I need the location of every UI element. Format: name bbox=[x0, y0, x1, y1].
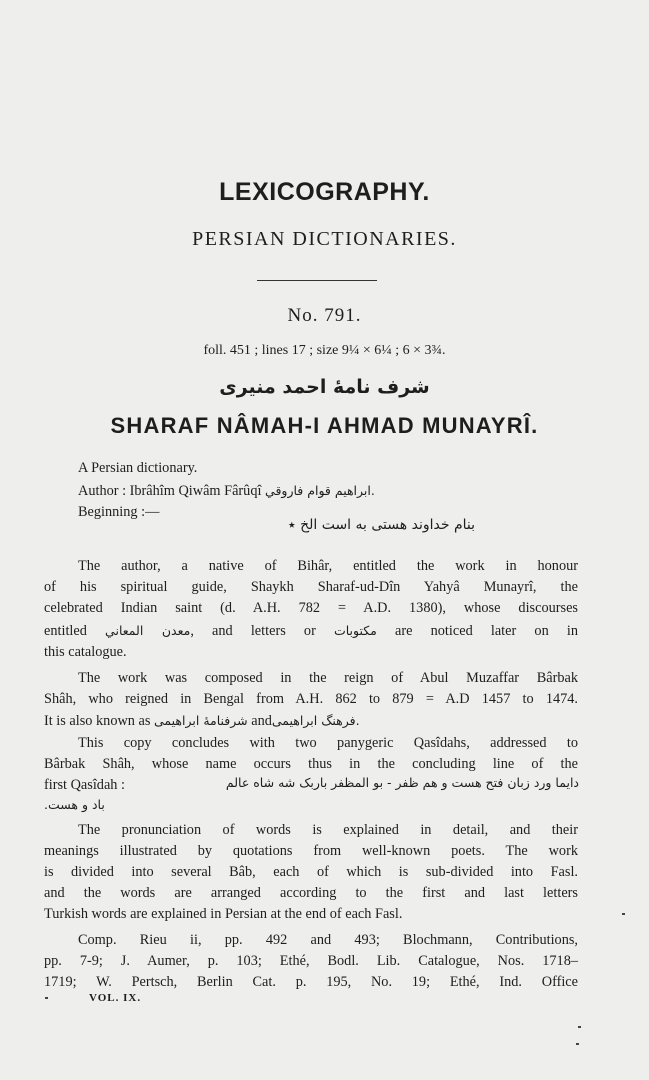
print-speck bbox=[578, 1026, 581, 1028]
paragraph-line bbox=[44, 710, 578, 732]
paragraph-line: Comp. Rieu ii, pp. 492 and 493; Blochmann, Contributions, bbox=[78, 932, 578, 948]
paragraph-line: The work was composed in the reign of Abul Muzaffar Bârbak bbox=[78, 670, 578, 686]
paragraph-line: this catalogue. bbox=[44, 644, 127, 660]
paragraph-line: pp. 7-9; J. Aumer, p. 103; Ethé, Bodl. Lib. Catalogue, Nos. 1718– bbox=[44, 953, 578, 969]
subsection-heading: PERSIAN DICTIONARIES. bbox=[192, 228, 457, 250]
paragraph-line bbox=[44, 620, 578, 642]
author-line bbox=[78, 480, 578, 502]
arabic-fragment: معدن المعاني bbox=[105, 623, 191, 638]
paragraph-line: celebrated Indian saint (d. A.H. 782 = A.D. 1380), whose discourses bbox=[44, 600, 578, 616]
paragraph-line: The author, a native of Bihâr, entitled the work in honour bbox=[78, 558, 578, 574]
qasidah-verse-end: باد و هست. bbox=[44, 797, 105, 812]
text-fragment: first Qasîdah : bbox=[44, 777, 125, 793]
paragraph-line: Turkish words are explained in Persian at the end of each Fasl. bbox=[44, 906, 403, 922]
arabic-work-title: شرف نامۀ احمد منیری bbox=[219, 376, 430, 398]
print-speck bbox=[576, 1043, 579, 1045]
volume-signature: VOL. IX. bbox=[89, 992, 142, 1004]
paragraph-line: and the words are arranged according to the first and last letters bbox=[44, 885, 578, 901]
qasidah-verse: دایما ورد زبان فتح هست و هم ظفر - بو المظفر باربک شه شاه عالم bbox=[225, 775, 579, 790]
arabic-fragment: فرهنگ ابراهیمی. bbox=[271, 713, 360, 728]
folio-description: foll. 451 ; lines 17 ; size 9¼ × 6¼ ; 6 × 3¾. bbox=[203, 343, 446, 358]
section-heading: LEXICOGRAPHY. bbox=[219, 178, 430, 206]
text-fragment: It is also known as bbox=[44, 713, 151, 729]
text-fragment: and bbox=[251, 713, 272, 729]
paragraph-line: The pronunciation of words is explained in detail, and their bbox=[78, 822, 578, 838]
paragraph-line: Shâh, who reigned in Bengal from A.H. 862 to 879 = A.D 1457 to 1474. bbox=[44, 691, 578, 707]
work-title: SHARAF NÂMAH-I AHMAD MUNAYRÎ. bbox=[110, 413, 539, 438]
divider-rule bbox=[257, 280, 377, 281]
paragraph-line: is divided into several Bâb, each of which is sub-divided into Fasl. bbox=[44, 864, 578, 880]
print-speck bbox=[622, 913, 625, 915]
print-speck bbox=[45, 997, 48, 999]
description-line: A Persian dictionary. bbox=[78, 460, 198, 476]
paragraph-line: 1719; W. Pertsch, Berlin Cat. p. 195, No. 19; Ethé, Ind. Office bbox=[44, 974, 578, 990]
beginning-arabic: بنام خداوند هستی به است الخ ٭ bbox=[287, 517, 475, 533]
paragraph-line: This copy concludes with two panygeric Qasîdahs, addressed to bbox=[78, 735, 578, 751]
beginning-label: Beginning :— bbox=[78, 504, 160, 520]
paragraph-line: meanings illustrated by quotations from well-known poets. The work bbox=[44, 843, 578, 859]
text-fragment: , and letters or bbox=[190, 623, 316, 639]
arabic-fragment: شرفنامۀ ابراهیمی bbox=[154, 713, 248, 728]
author-arabic: ابراهیم قوام فاروقي. bbox=[265, 483, 375, 498]
text-fragment: entitled bbox=[44, 623, 87, 639]
entry-number: No. 791. bbox=[287, 305, 362, 326]
text-fragment: are noticed later on in bbox=[395, 623, 578, 639]
paragraph-line: Bârbak Shâh, whose name occurs thus in the concluding line of the bbox=[44, 756, 578, 772]
paragraph-line: of his spiritual guide, Shaykh Sharaf-ud-Dîn Yahyâ Munayrî, the bbox=[44, 579, 578, 595]
author-name: Author : Ibrâhîm Qiwâm Fârûqî bbox=[78, 483, 262, 499]
arabic-fragment: مکتوبات bbox=[333, 623, 377, 638]
